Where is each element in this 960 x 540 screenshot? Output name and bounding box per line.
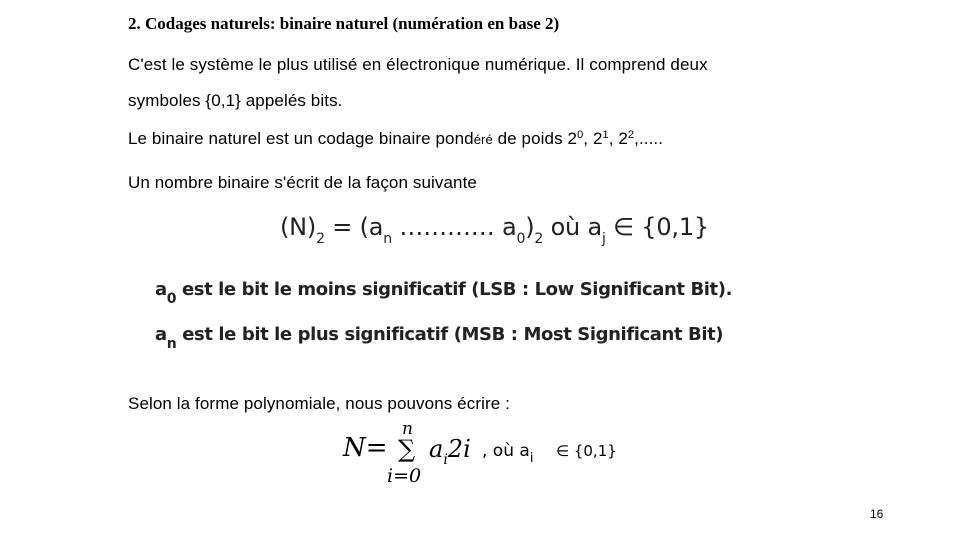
lsb-sub: 0 (166, 291, 177, 307)
eq-sub: j (602, 231, 606, 247)
section-heading: 2. Codages naturels: binaire naturel (numération en base 2) (128, 14, 560, 33)
eq2-N: N= (343, 433, 388, 463)
eq-sub: 2 (316, 231, 325, 247)
lsb-definition (155, 279, 733, 307)
paragraph-line: Selon la forme polynomiale, nous pouvons écrire : (128, 394, 510, 413)
eq-sub: 0 (516, 231, 526, 247)
eq-part: où a (543, 213, 603, 241)
eq-sub: 2 (534, 231, 544, 247)
weights-sep: , 2 (608, 129, 628, 148)
paragraph-weights (128, 129, 663, 149)
weights-tail: de poids 2 (492, 129, 578, 148)
eq2-set: ∈ {0,1} (556, 442, 617, 460)
eq-part: ∈ {0,1} (605, 213, 709, 241)
msb-definition (155, 324, 724, 352)
exponent: 0 (577, 129, 584, 141)
msb-text: est le bit le plus significatif (MSB : Most Significant Bit) (176, 324, 724, 345)
exponent: 1 (602, 129, 609, 141)
page-number: 16 (870, 507, 884, 521)
weights-lead: Le binaire naturel est un codage binaire pond (128, 129, 474, 148)
lsb-a: a (155, 279, 167, 300)
eq2-suffix (482, 441, 534, 466)
term-a: a (429, 435, 444, 463)
suffix-sub: i (529, 451, 534, 466)
eq-part: = (a (324, 213, 384, 241)
eq2-term (429, 435, 471, 468)
eq2-upper: n (402, 419, 413, 439)
exponent: 2 (627, 129, 635, 141)
lsb-text: est le bit le moins significatif (LSB : Low Significant Bit). (176, 279, 733, 300)
eq2-lower: i=0 (387, 465, 422, 487)
eq-part: ) (525, 213, 535, 241)
msb-a: a (155, 324, 167, 345)
msb-sub: n (166, 336, 177, 352)
term-sub: i (443, 452, 448, 468)
eq-part: (N) (280, 213, 317, 241)
binary-number-equation (280, 213, 709, 247)
weights-end: ,..... (634, 129, 664, 148)
polynomial-equation (343, 419, 633, 490)
term-rest: 2i (447, 435, 471, 463)
paragraph-line: Un nombre binaire s'écrit de la façon suivante (128, 173, 477, 192)
weights-small: éré (473, 132, 493, 147)
suffix-text: , où a (482, 441, 530, 461)
eq-sub: n (383, 231, 392, 247)
paragraph-line: C'est le système le plus utilisé en électronique numérique. Il comprend deux (128, 55, 708, 74)
paragraph-line: symboles {0,1} appelés bits. (128, 91, 343, 110)
sigma-icon: ∑ (398, 435, 416, 463)
eq-part: ………… a (391, 213, 517, 241)
weights-sep: , 2 (583, 129, 603, 148)
